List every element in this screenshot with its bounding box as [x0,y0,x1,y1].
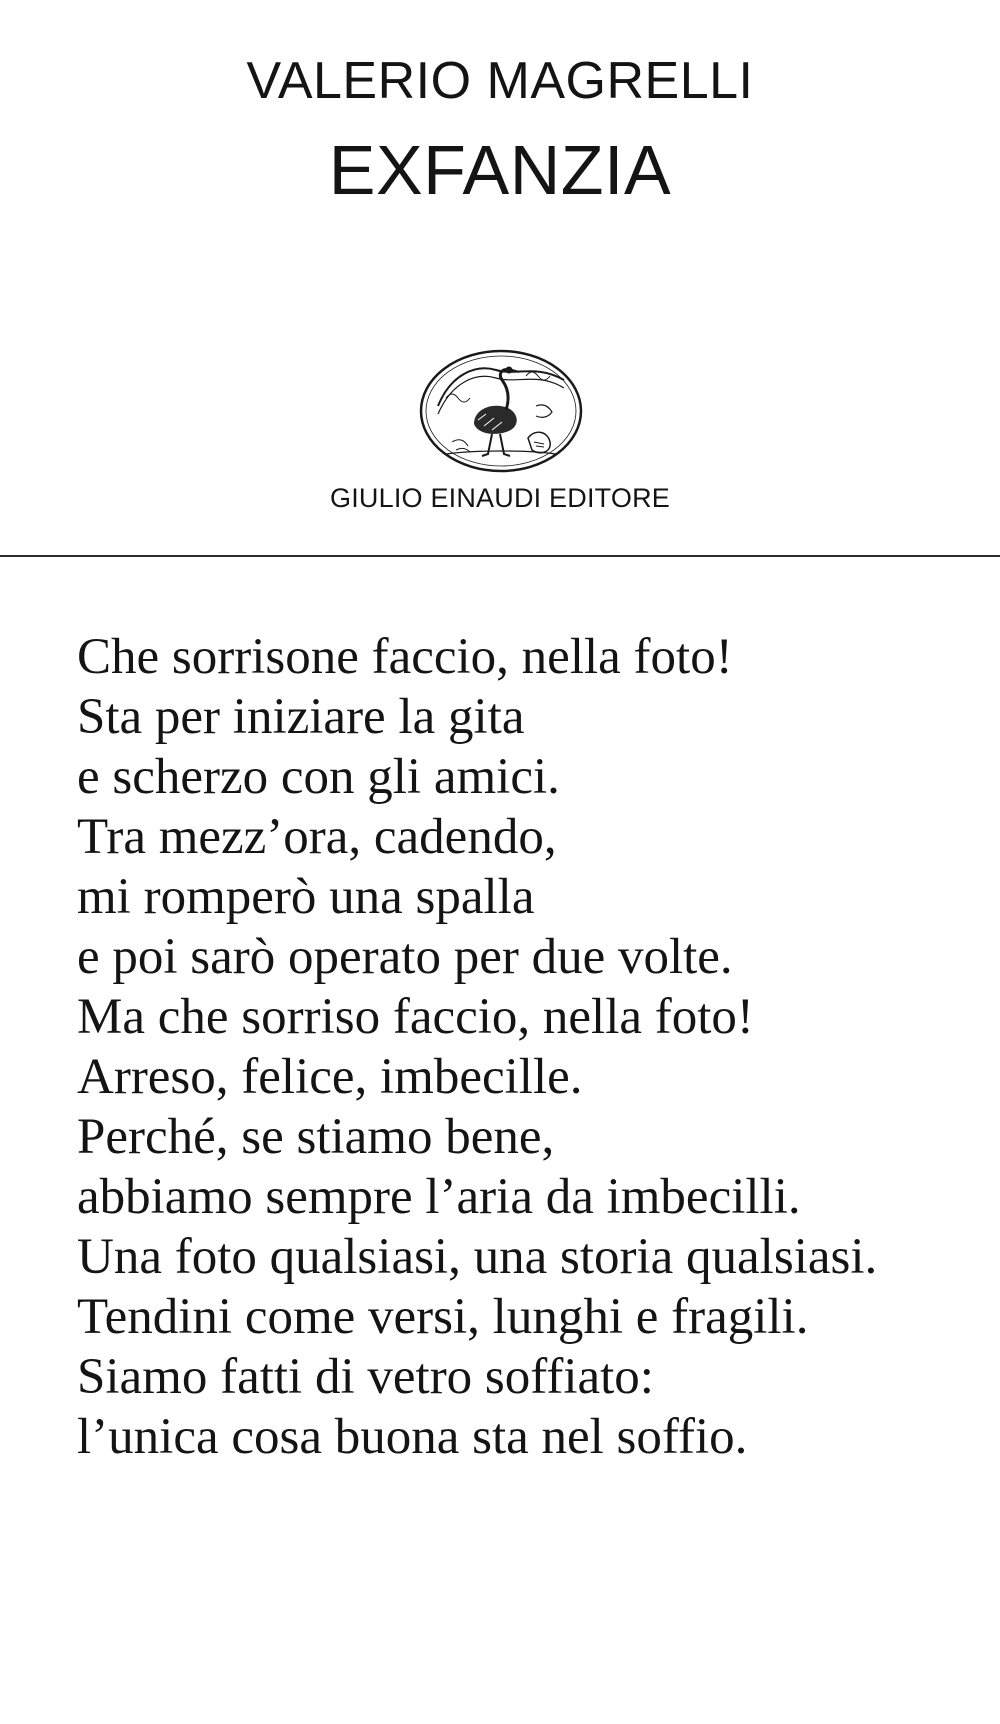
poem-line: Siamo fatti di vetro soffiato: [77,1349,654,1405]
poem-line: Arreso, felice, imbecille. [77,1049,583,1105]
poem-line: abbiamo sempre l’aria da imbecilli. [77,1169,801,1225]
poem-line: Perché, se stiamo bene, [77,1109,555,1165]
divider-line [0,555,1000,557]
poem-line: Tra mezz’ora, cadendo, [77,809,557,865]
ostrich-emblem-icon [416,346,586,476]
publisher-name: GIULIO EINAUDI EDITORE [330,483,670,513]
poem-line: Che sorrisone faccio, nella foto! [77,629,733,685]
poem-line: e scherzo con gli amici. [77,749,560,805]
poem-line: Sta per iniziare la gita [77,689,525,745]
poem [77,627,992,1467]
poem-line: e poi sarò operato per due volte. [77,929,733,985]
author-name: VALERIO MAGRELLI [246,52,754,110]
poem-line: Tendini come versi, lunghi e fragili. [77,1289,809,1345]
poem-line: l’unica cosa buona sta nel soffio. [77,1409,748,1465]
book-title: EXFANZIA [328,131,672,209]
poem-line: mi romperò una spalla [77,869,535,925]
poem-line: Ma che sorriso faccio, nella foto! [77,989,754,1045]
poem-line: Una foto qualsiasi, una storia qualsiasi. [77,1229,878,1285]
